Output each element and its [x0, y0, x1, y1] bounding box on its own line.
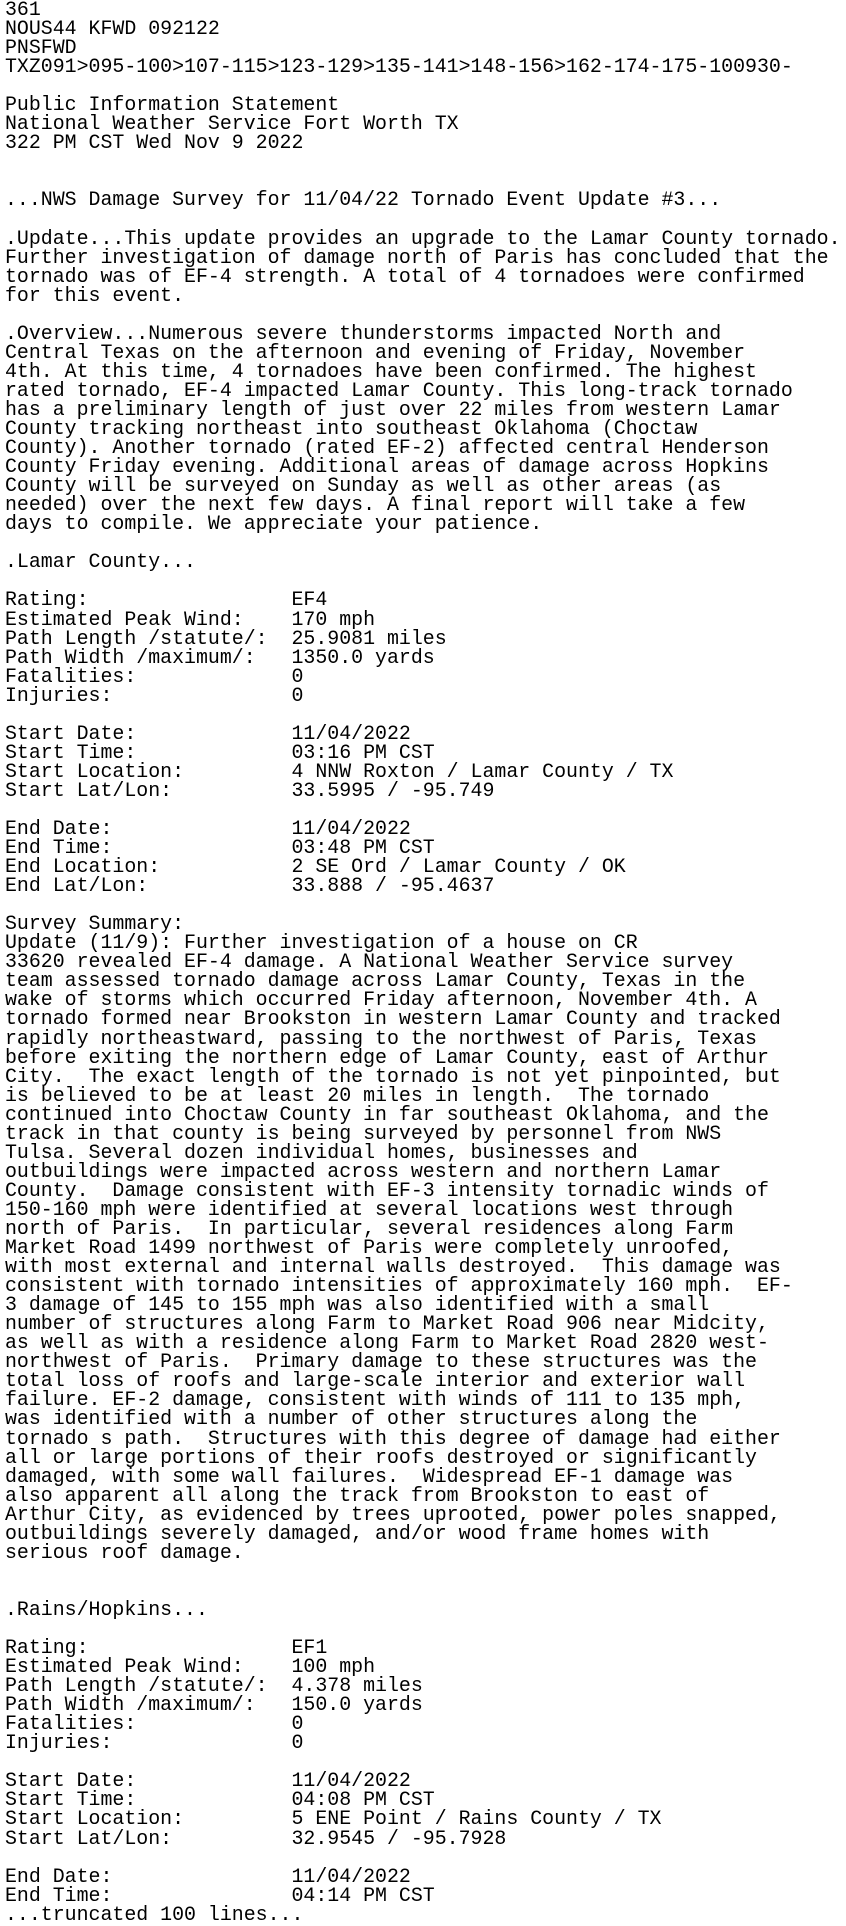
text-line: has a preliminary length of just over 22 miles from western Lamar [5, 397, 781, 421]
text-line: Start Date: 11/04/2022 [5, 1769, 411, 1793]
text-line: 322 PM CST Wed Nov 9 2022 [5, 131, 304, 155]
text-line: County will be surveyed on Sunday as well as other areas (as [5, 474, 722, 498]
text-line: End Date: 11/04/2022 [5, 817, 411, 841]
text-line: as well as with a residence along Farm to Market Road 2820 west- [5, 1331, 769, 1355]
text-line: Start Lat/Lon: 33.5995 / -95.749 [5, 778, 495, 802]
text-line: End Time: 03:48 PM CST [5, 836, 435, 860]
text-line: rated tornado, EF-4 impacted Lamar County. This long-track tornado [5, 378, 793, 402]
text-line: damaged, with some wall failures. Widespread EF-1 damage was [5, 1464, 734, 1488]
text-line: PNSFWD [5, 36, 77, 60]
text-line: 150-160 mph were identified at several locations west through [5, 1197, 734, 1221]
text-line: Fatalities: 0 [5, 664, 304, 688]
text-line: Path Width /maximum/: 150.0 yards [5, 1693, 423, 1717]
text-line: Rating: EF4 [5, 588, 328, 612]
text-line: Arthur City, as evidenced by trees uprooted, power poles snapped, [5, 1502, 781, 1526]
text-line: with most external and internal walls destroyed. This damage was [5, 1255, 781, 1279]
text-line: Fatalities: 0 [5, 1712, 304, 1736]
text-line: End Lat/Lon: 33.888 / -95.4637 [5, 874, 495, 898]
text-line [5, 305, 846, 324]
text-line: team assessed tornado damage across Lamar County, Texas in the [5, 969, 746, 993]
text-line: before exiting the northern edge of Lamar County, east of Arthur [5, 1045, 769, 1069]
text-line [5, 705, 846, 724]
text-line: tornado s path. Structures with this degree of damage had either [5, 1426, 781, 1450]
text-line: Rating: EF1 [5, 1636, 328, 1660]
text-line: consistent with tornado intensities of approximately 160 mph. EF- [5, 1274, 793, 1298]
text-line: Start Location: 4 NNW Roxton / Lamar County / TX [5, 759, 674, 783]
text-line: Start Time: 03:16 PM CST [5, 740, 435, 764]
text-line: needed) over the next few days. A final report will take a few [5, 493, 746, 517]
text-line: days to compile. We appreciate your patience. [5, 512, 543, 536]
text-line: 3 damage of 145 to 155 mph was also identified with a small [5, 1293, 710, 1317]
text-line: Update (11/9): Further investigation of a house on CR [5, 931, 638, 955]
text-line: Start Location: 5 ENE Point / Rains County / TX [5, 1807, 662, 1831]
text-line: Survey Summary: [5, 912, 185, 936]
text-line: 361 [5, 0, 41, 21]
text-line: number of structures along Farm to Market Road 906 near Midcity, [5, 1312, 769, 1336]
text-line: Estimated Peak Wind: 100 mph [5, 1655, 376, 1679]
text-line: is believed to be at least 20 miles in length. The tornado [5, 1083, 710, 1107]
text-line: was identified with a number of other structures along the [5, 1407, 698, 1431]
text-line [5, 152, 846, 171]
text-line: Market Road 1499 northwest of Paris were completely unroofed, [5, 1236, 734, 1260]
text-line: Start Date: 11/04/2022 [5, 721, 411, 745]
text-line: Central Texas on the afternoon and evening of Friday, November [5, 340, 746, 364]
text-line: for this event. [5, 283, 185, 307]
text-line: End Time: 04:14 PM CST [5, 1883, 435, 1907]
text-line: Tulsa. Several dozen individual homes, businesses and [5, 1140, 638, 1164]
text-line: County tracking northeast into southeast Oklahoma (Choctaw [5, 417, 698, 441]
text-line: .Rains/Hopkins... [5, 1597, 208, 1621]
text-line: National Weather Service Fort Worth TX [5, 112, 459, 136]
text-line: Further investigation of damage north of Paris has concluded that the [5, 245, 829, 269]
text-line: .Lamar County... [5, 550, 196, 574]
text-line: County). Another tornado (rated EF-2) affected central Henderson [5, 436, 769, 460]
text-line: outbuildings were impacted across western and northern Lamar [5, 1159, 722, 1183]
text-line: tornado formed near Brookston in western Lamar County and tracked [5, 1007, 781, 1031]
text-line: End Location: 2 SE Ord / Lamar County / OK [5, 855, 626, 879]
text-line: Estimated Peak Wind: 170 mph [5, 607, 376, 631]
text-line: TXZ091>095-100>107-115>123-129>135-141>148-156>162-174-175-100930- [5, 55, 793, 79]
text-line: 4th. At this time, 4 tornadoes have been confirmed. The highest [5, 359, 757, 383]
text-line: failure. EF-2 damage, consistent with winds of 111 to 135 mph, [5, 1388, 746, 1412]
text-line: County. Damage consistent with EF-3 intensity tornadic winds of [5, 1178, 769, 1202]
text-line: Injuries: 0 [5, 683, 304, 707]
text-line: Path Width /maximum/: 1350.0 yards [5, 645, 435, 669]
text-line: north of Paris. In particular, several residences along Farm [5, 1217, 734, 1240]
text-line: all or large portions of their roofs destroyed or significantly [5, 1445, 757, 1469]
text-line: .Overview...Numerous severe thunderstorms impacted North and [5, 321, 722, 345]
text-line: serious roof damage. [5, 1540, 244, 1564]
text-line: outbuildings severely damaged, and/or wood frame homes with [5, 1521, 710, 1545]
text-line [5, 1848, 846, 1867]
text-line: End Date: 11/04/2022 [5, 1864, 411, 1888]
text-line [5, 210, 846, 229]
text-line: Injuries: 0 [5, 1731, 304, 1755]
text-line: .Update...This update provides an upgrade to the Lamar County tornado. [5, 226, 841, 250]
text-line: ...NWS Damage Survey for 11/04/22 Tornado Event Update #3... [5, 188, 722, 212]
text-line: rapidly northeastward, passing to the northwest of Paris, Texas [5, 1026, 757, 1050]
text-line: 33620 revealed EF-4 damage. A National Weather Service survey [5, 950, 734, 974]
text-line: Public Information Statement [5, 93, 340, 117]
text-line: total loss of roofs and large-scale interior and exterior wall [5, 1369, 746, 1393]
text-line: also apparent all along the track from Brookston to east of [5, 1483, 710, 1507]
text-line: Start Lat/Lon: 32.9545 / -95.7928 [5, 1826, 507, 1850]
text-line: Path Length /statute/: 25.9081 miles [5, 626, 447, 650]
text-line: County Friday evening. Additional areas of damage across Hopkins [5, 455, 769, 479]
text-line: Path Length /statute/: 4.378 miles [5, 1674, 423, 1698]
text-line [5, 1562, 846, 1581]
text-line: Start Time: 04:08 PM CST [5, 1788, 435, 1812]
text-line: northwest of Paris. Primary damage to these structures was the [5, 1350, 757, 1374]
text-line: tornado was of EF-4 strength. A total of 4 tornadoes were confirmed [5, 264, 805, 288]
text-line: track in that county is being surveyed by personnel from NWS [5, 1121, 722, 1145]
text-line: NOUS44 KFWD 092122 [5, 17, 220, 41]
text-line: ...truncated 100 lines... [5, 1902, 304, 1926]
text-line: wake of storms which occurred Friday afternoon, November 4th. A [5, 988, 757, 1012]
text-line: continued into Choctaw County in far southeast Oklahoma, and the [5, 1102, 769, 1126]
text-line: City. The exact length of the tornado is not yet pinpointed, but [5, 1064, 781, 1088]
